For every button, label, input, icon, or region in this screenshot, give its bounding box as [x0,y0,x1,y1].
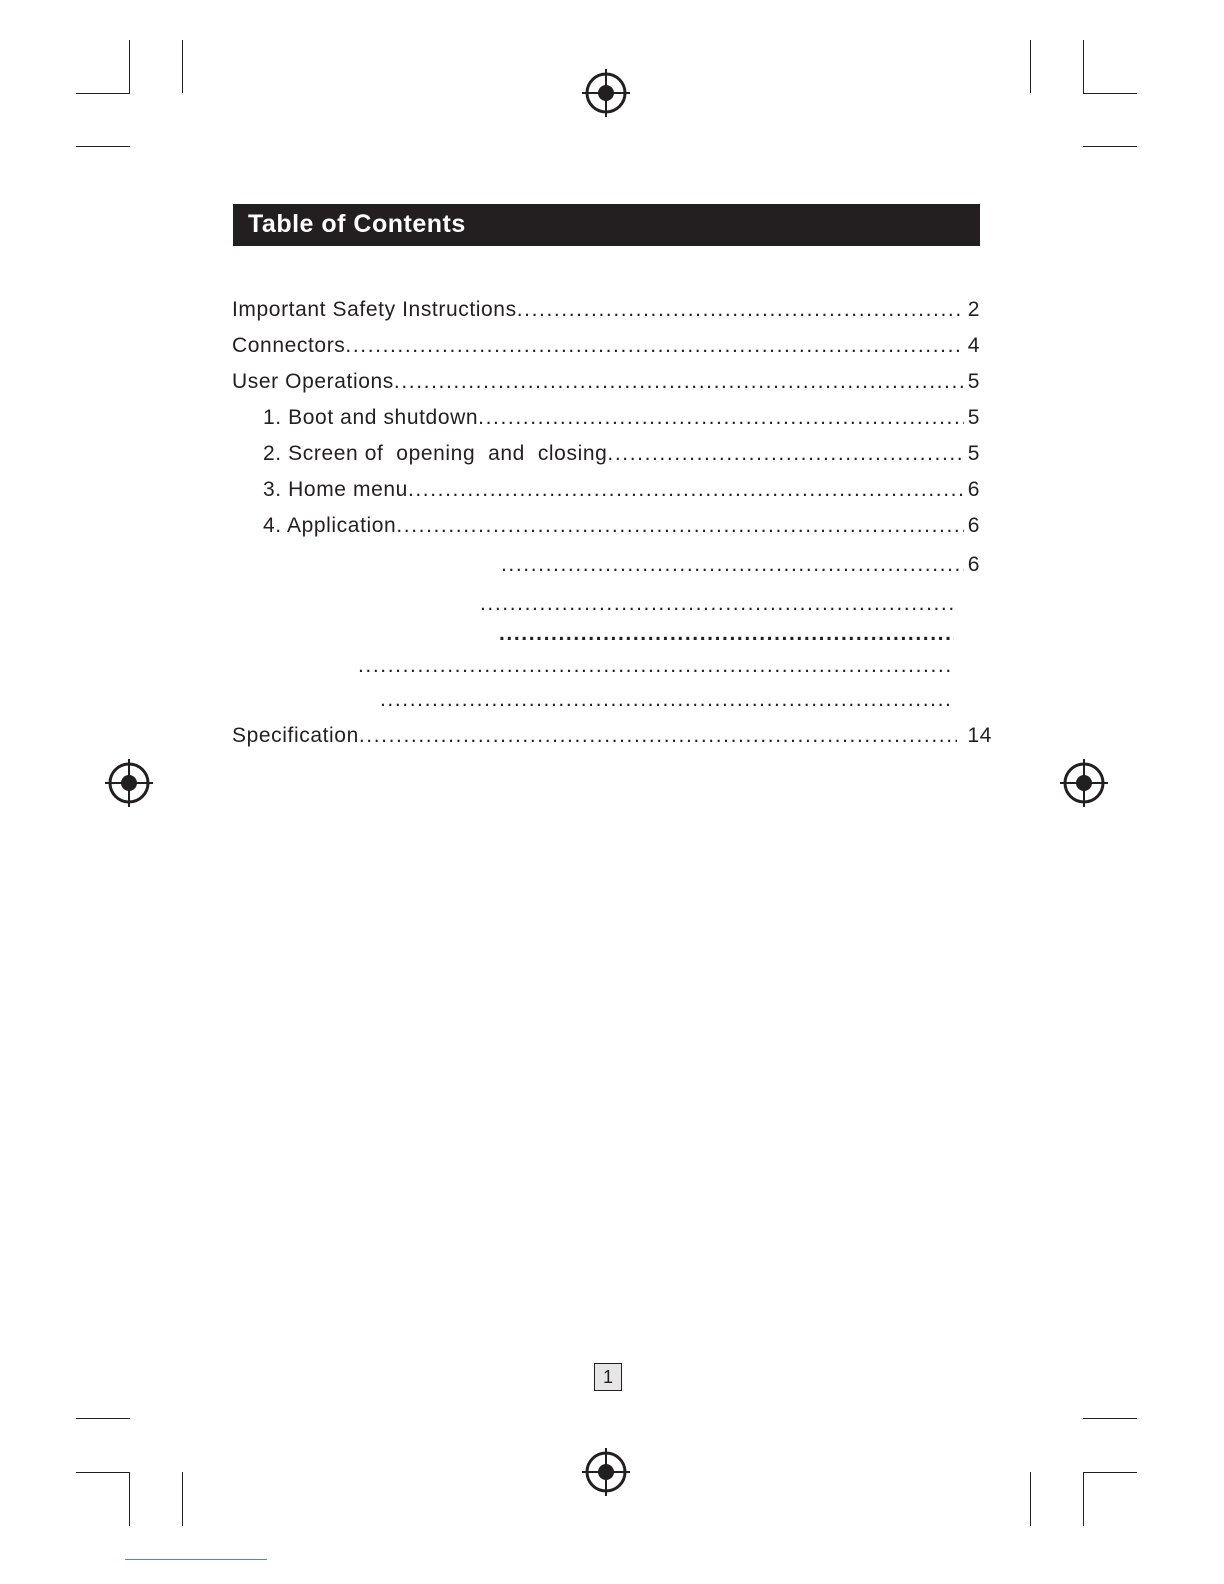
dot-leader [499,622,954,646]
toc-entry-page: 14 [967,724,992,747]
toc-entry [232,298,980,326]
toc-entry [263,478,980,506]
crop-mark [76,146,130,147]
toc-entry-page: 6 [967,514,980,537]
crop-mark [1030,1472,1031,1526]
crop-mark [76,1418,130,1419]
toc-entry [501,553,980,581]
dot-leader [394,370,964,394]
toc-entry-label: 1. Boot and shutdown [263,406,479,429]
registration-target-icon [1060,759,1108,807]
registration-target-icon [105,759,153,807]
crop-mark [1083,1472,1137,1473]
crop-mark [129,40,130,93]
toc-entry-label: 4. Application [263,514,397,537]
crop-mark [76,93,130,94]
dot-leader [607,442,963,466]
toc-entry-page: 6 [967,553,980,576]
toc-entry-label: 3. Home menu [263,478,408,501]
toc-entry-page: 2 [967,298,980,321]
toc-title-bar [233,204,980,246]
toc-entry-page: 5 [967,370,980,393]
toc-entry [263,406,980,434]
crop-mark [1083,93,1137,94]
toc-entry [232,370,980,398]
toc-entry [480,592,958,620]
toc-entry [263,514,980,542]
toc-entry-page: 4 [967,334,980,357]
crop-mark [1030,40,1031,93]
crop-mark [182,40,183,93]
dot-leader [358,654,954,678]
crop-mark [1083,40,1084,93]
registration-target-icon [582,1448,630,1496]
toc-entry [358,654,958,682]
divider [125,1559,267,1560]
toc-entry [232,724,992,752]
crop-mark [1083,1418,1137,1419]
crop-mark [182,1472,183,1526]
crop-mark [129,1472,130,1526]
dot-leader [478,406,964,430]
dot-leader [480,592,954,616]
crop-mark [76,1472,130,1473]
dot-leader [380,688,954,712]
registration-target-icon [582,69,630,117]
toc-entry-label: Important Safety Instructions [232,298,517,321]
dot-leader [517,298,964,322]
dot-leader [345,334,963,358]
crop-mark [1083,146,1137,147]
toc-entry-page: 5 [967,442,980,465]
toc-entry-page: 5 [967,406,980,429]
page-number: 1 [594,1363,622,1391]
dot-leader [359,724,958,748]
toc-entry [380,688,958,716]
toc-entry-label: Connectors [232,334,346,357]
toc-entry [232,334,980,362]
toc-entry-label: 2. Screen of opening and closing [263,442,608,465]
toc-entry-label: User Operations [232,370,394,393]
dot-leader [408,478,964,502]
toc-entry [263,442,980,470]
dot-leader [396,514,963,538]
page-title: Table of Contents [248,210,466,238]
crop-mark [1083,1472,1084,1526]
toc-entry-page: 6 [967,478,980,501]
toc-entry [499,622,958,650]
dot-leader [501,553,964,577]
toc-entry-label: Specification [232,724,359,747]
